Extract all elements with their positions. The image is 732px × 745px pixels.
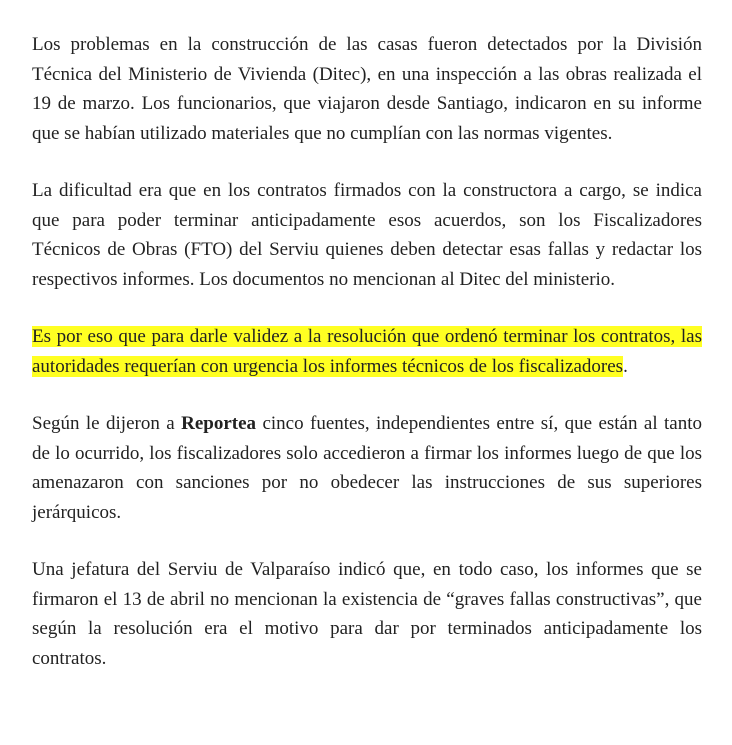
article-body: [32, 30, 702, 673]
paragraph-4-rest: cinco fuentes, independientes entre sí, que están al tanto de lo ocurrido, los fiscalizadores solo accedieron a firmar los informes luego de que los amenazaron con sanciones por no obedecer las instrucciones de sus superiores jerárquicos.: [32, 413, 703, 523]
highlighted-text: Es por eso que para darle validez a la resolución que ordenó terminar los contratos, las autoridades requerían con urgencia los informes técnicos de los fiscalizadores: [32, 326, 702, 377]
paragraph-2: La dificultad era que en los contratos firmados con la constructora a cargo, se indica que para poder terminar anticipadamente esos acuerdos, son los Fiscalizadores Técnicos de Obras (FTO) del Serviu quienes deben detectar esas fallas y redactar los respectivos informes. Los documentos no mencionan al Ditec del ministerio.: [32, 180, 702, 290]
paragraph-3-end: .: [623, 355, 628, 377]
paragraph-4-start: Según le dijeron a: [32, 413, 182, 434]
reportea-brand-name: Reportea: [181, 413, 257, 434]
paragraph-3: [32, 322, 702, 381]
paragraph-5: Una jefatura del Serviu de Valparaíso indicó que, en todo caso, los informes que se firmaron el 13 de abril no mencionan la existencia de “graves fallas constructivas”, que según la resolución era el motivo para dar por terminados anticipadamente los contratos.: [32, 559, 702, 669]
paragraph-1: Los problemas en la construcción de las casas fueron detectados por la División Técnica del Ministerio de Vivienda (Ditec), en una inspección a las obras realizada el 19 de marzo. Los funcionarios, que viajaron desde Santiago, indicaron en su informe que se habían utilizado materiales que no cumplían con las normas vigentes.: [32, 34, 702, 144]
paragraph-4: [32, 409, 702, 527]
